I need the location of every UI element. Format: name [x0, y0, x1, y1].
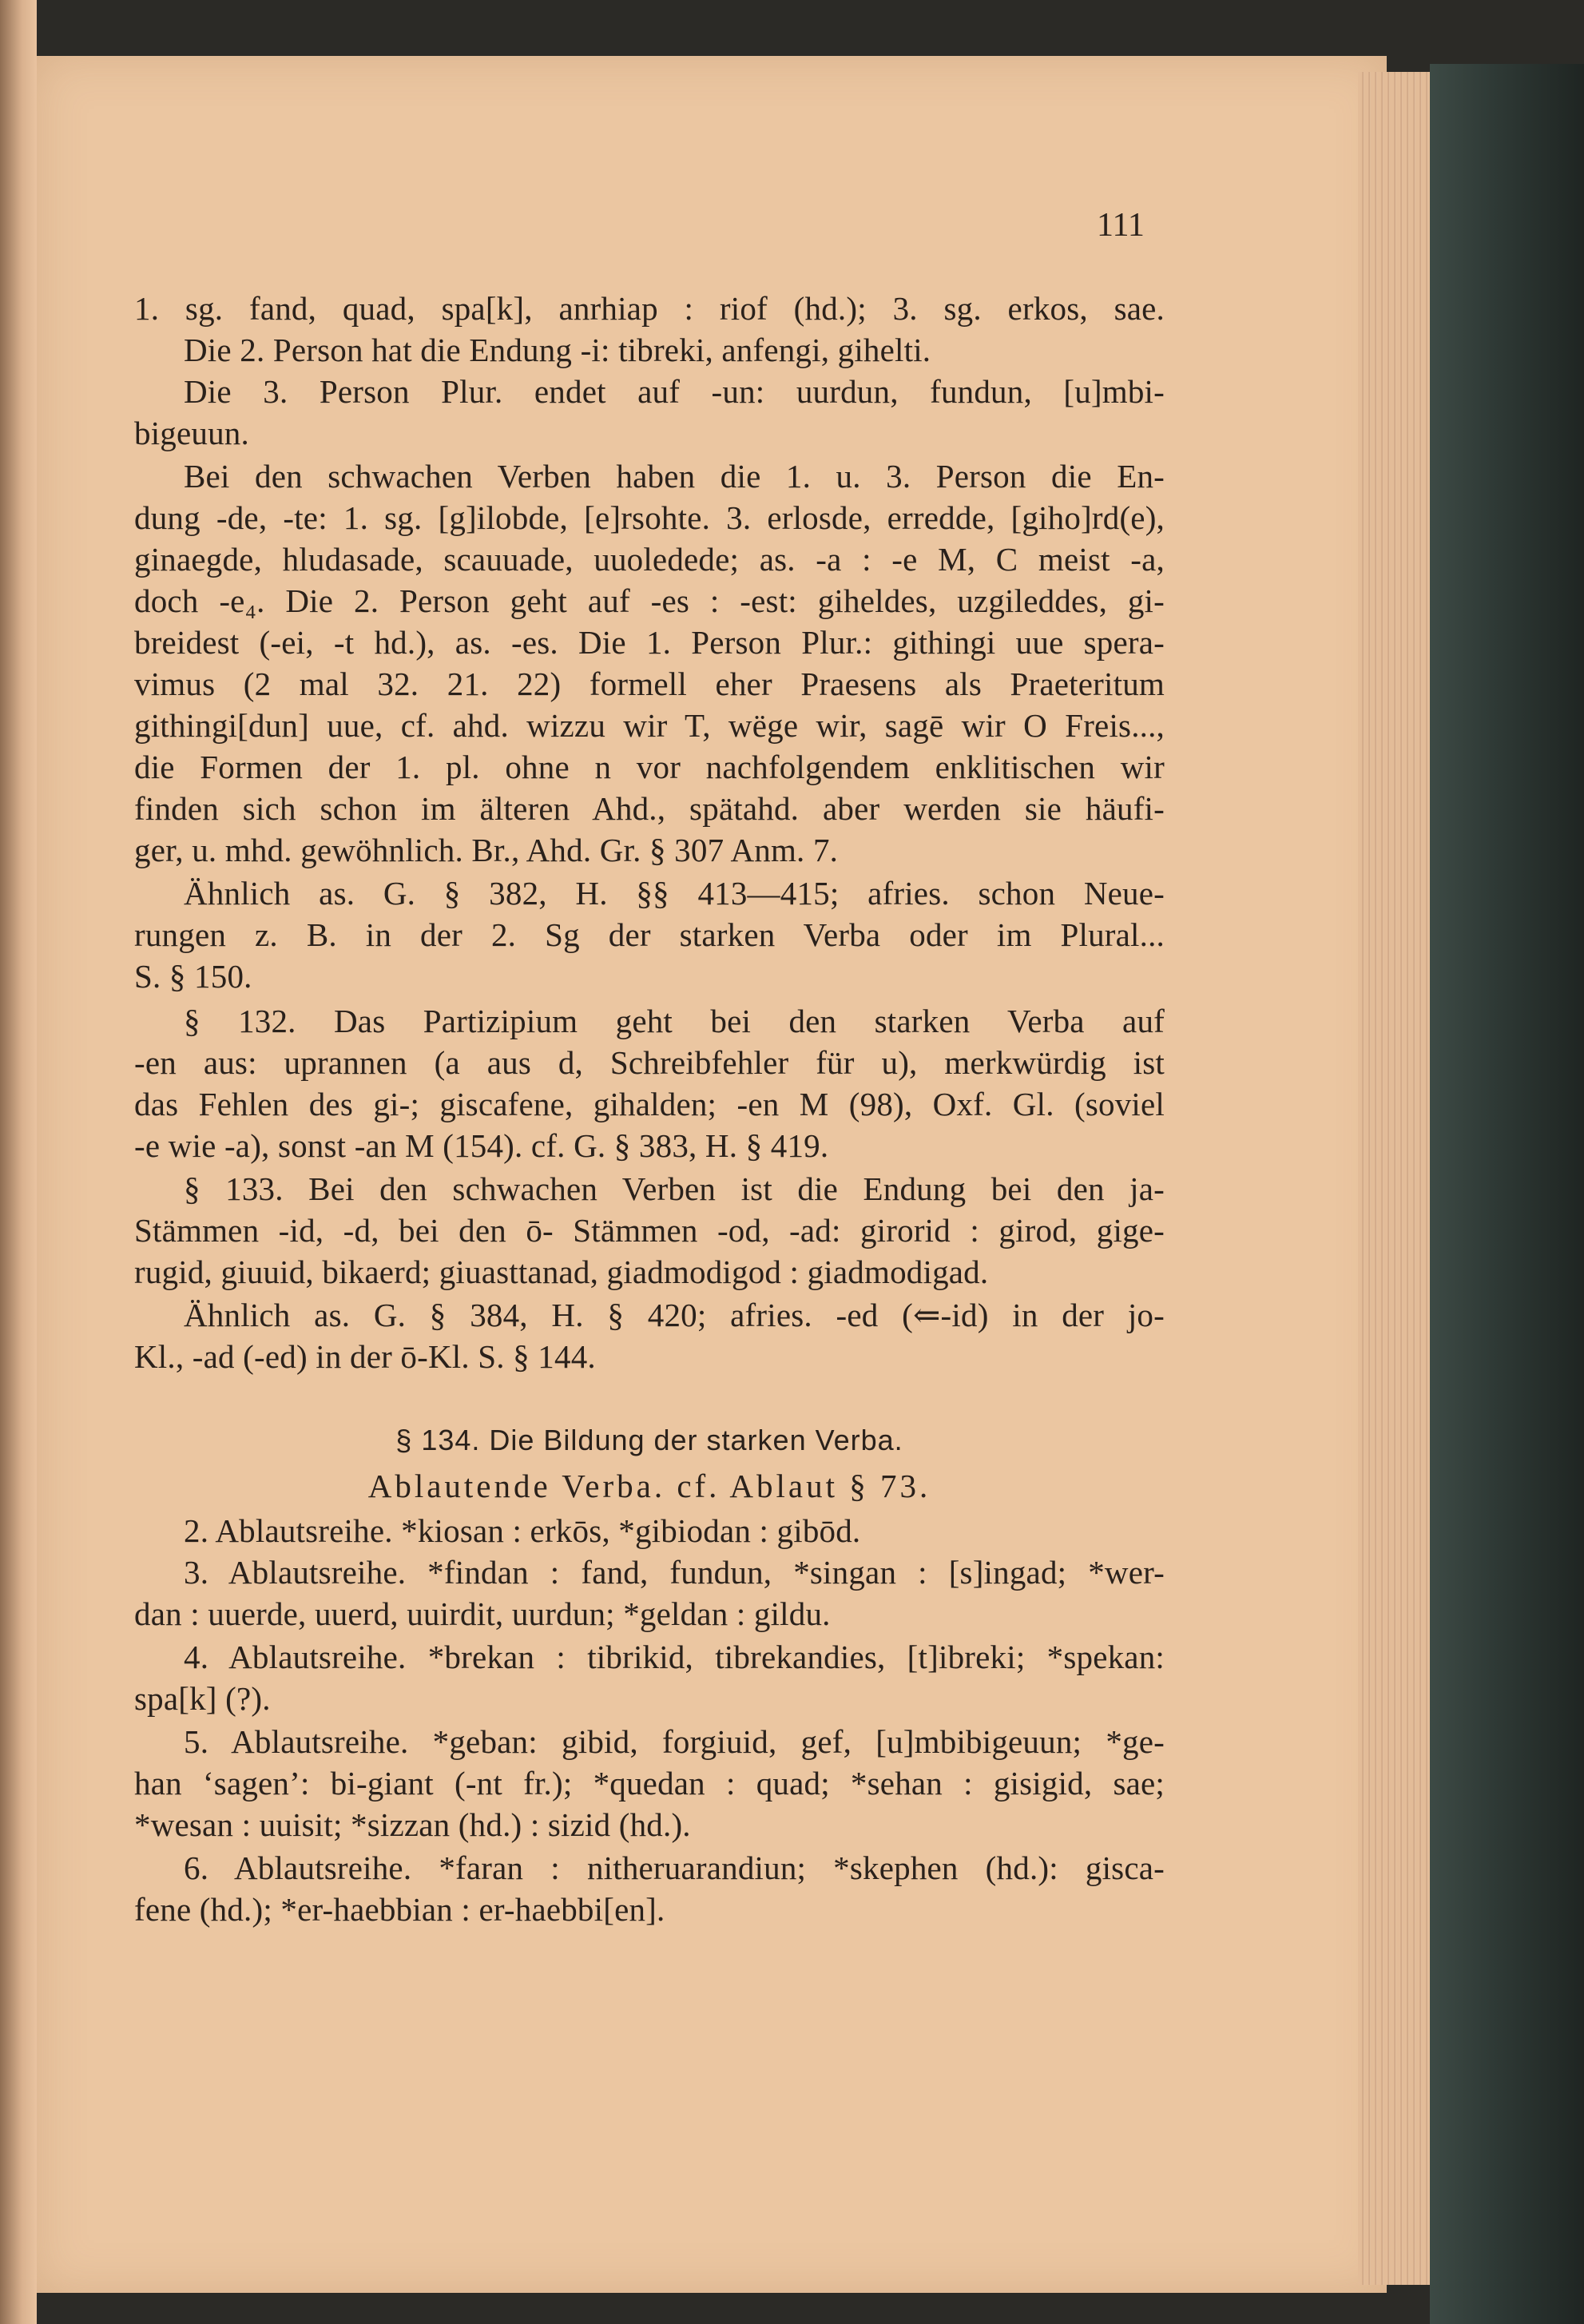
text-line: fene (hd.); *er-haebbian : er-haebbi[en]. — [134, 1891, 665, 1928]
text-line: -e wie -a), sonst -an M (154). cf. G. § 383, H. § 419. — [134, 1127, 829, 1164]
text-line: dung -de, -te: 1. sg. [g]ilobde, [e]rsohte. 3. erlosde, erredde, [giho]rd(e), — [134, 499, 1165, 536]
text-line: githingi[dun] uue, cf. ahd. wizzu wir T, wëge wir, sagē wir O Freis..., — [134, 707, 1165, 744]
text-line: Stämmen -id, -d, bei den ō- Stämmen -od, -ad: girorid : girod, gige- — [134, 1212, 1165, 1249]
text-line: Die 2. Person hat die Endung -i: tibreki, anfengi, gihelti. — [184, 332, 931, 368]
text-line: -en aus: uprannen (a aus d, Schreibfehler für u), merkwürdig ist — [134, 1044, 1165, 1081]
text-line: ginaegde, hludasade, scauuade, uuoledede; as. -a : -e M, C meist -a, — [134, 541, 1165, 578]
section-132-start: § 132. Das Partizipium geht bei den starken Verba auf — [184, 1003, 1165, 1039]
text-line: doch -e₄. Die 2. Person geht auf -es : -est: giheldes, uzgileddes, gi- — [134, 582, 1165, 619]
left-page-edge — [0, 0, 37, 2324]
section-134-heading: § 134. Die Bildung der starken Verba. — [395, 1424, 903, 1456]
text-line: 4. Ablautsreihe. *brekan : tibrikid, tibrekandies, [t]ibreki; *spekan: — [184, 1639, 1165, 1675]
text-line: Ähnlich as. G. § 384, H. § 420; afries. -ed (⇐-id) in der jo- — [184, 1297, 1165, 1333]
text-line: 5. Ablautsreihe. *geban: gibid, forgiuid, gef, [u]mbibigeuun; *ge- — [184, 1723, 1165, 1760]
text-line: Kl., -ad (-ed) in der ō-Kl. S. § 144. — [134, 1338, 596, 1375]
text-line: Die 3. Person Plur. endet auf -un: uurdun, fundun, [u]mbi- — [184, 373, 1165, 410]
page-fore-edge — [1358, 72, 1430, 2285]
text-line: rugid, giuuid, bikaerd; giuasttanad, giadmodigod : giadmodigad. — [134, 1253, 989, 1290]
text-line: 3. Ablautsreihe. *findan : fand, fundun, *singan : [s]ingad; *wer- — [184, 1554, 1165, 1591]
book-cover-edge — [1430, 64, 1584, 2324]
text-line: 1. sg. fand, quad, spa[k], anrhiap : riof (hd.); 3. sg. erkos, sae. — [134, 290, 1165, 327]
page-number: 111 — [1097, 207, 1145, 244]
text-line: Bei den schwachen Verben haben die 1. u. 3. Person die En- — [184, 458, 1165, 495]
text-line: 6. Ablautsreihe. *faran : nitheruarandiun; *skephen (hd.): gisca- — [184, 1849, 1165, 1886]
text-line: 2. Ablautsreihe. *kiosan : erkōs, *gibiodan : gibōd. — [184, 1512, 861, 1549]
text-line: ger, u. mhd. gewöhnlich. Br., Ahd. Gr. § 307 Anm. 7. — [134, 832, 839, 868]
text-line: *wesan : uuisit; *sizzan (hd.) : sizid (hd.). — [134, 1806, 691, 1843]
text-line: S. § 150. — [134, 958, 252, 995]
subheading-ablautende-verba: Ablautende Verba. cf. Ablaut § 73. — [367, 1468, 931, 1504]
text-line: Ähnlich as. G. § 382, H. §§ 413—415; afries. schon Neue- — [184, 875, 1165, 912]
text-line: breidest (-ei, -t hd.), as. -es. Die 1. Person Plur.: githingi uue spera- — [134, 624, 1165, 661]
text-line: das Fehlen des gi-; giscafene, gihalden; -en M (98), Oxf. Gl. (soviel — [134, 1086, 1165, 1122]
text-line: finden sich schon im älteren Ahd., spätahd. aber werden sie häufi- — [134, 790, 1165, 827]
text-line: die Formen der 1. pl. ohne n vor nachfolgendem enklitischen wir — [134, 749, 1165, 785]
text-line: bigeuun. — [134, 415, 249, 451]
section-133-start: § 133. Bei den schwachen Verben ist die Endung bei den ja- — [184, 1170, 1165, 1207]
text-line: han ‘sagen’: bi-giant (-nt fr.); *quedan : quad; *sehan : gisigid, sae; — [134, 1765, 1165, 1802]
text-line: spa[k] (?). — [134, 1680, 271, 1717]
text-line: vimus (2 mal 32. 21. 22) formell eher Praesens als Praeteritum — [134, 665, 1165, 702]
text-line: dan : uuerde, uuerd, uuirdit, uurdun; *geldan : gildu. — [134, 1595, 831, 1632]
text-line: rungen z. B. in der 2. Sg der starken Verba oder im Plural... — [134, 916, 1165, 953]
